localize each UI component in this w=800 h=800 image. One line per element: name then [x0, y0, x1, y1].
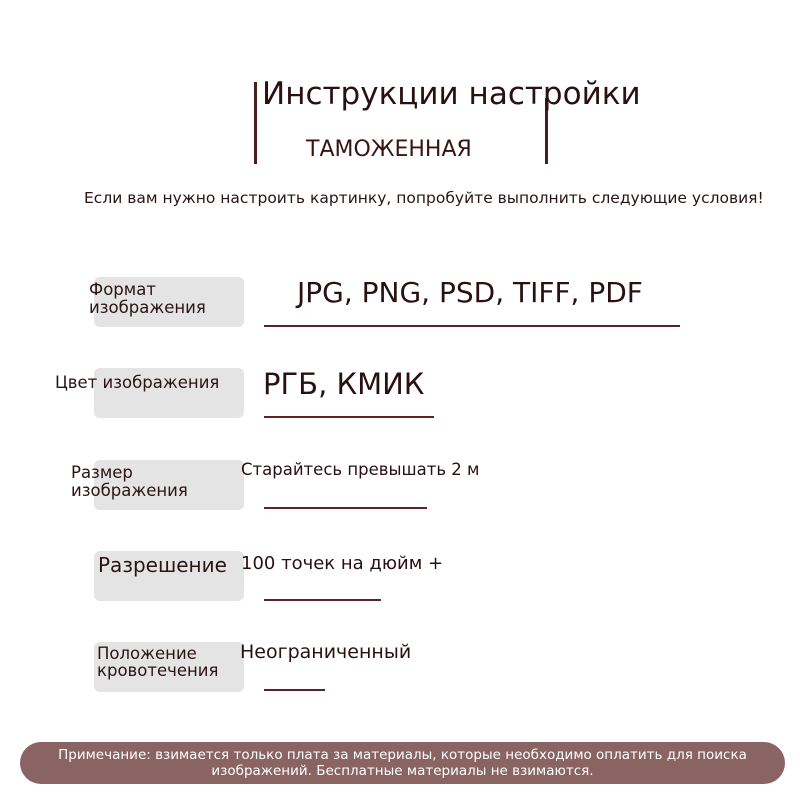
value-color: РГБ, КМИК: [263, 367, 425, 401]
value-size: Старайтесь превышать 2 м: [241, 460, 480, 479]
label-line: Положение: [97, 644, 197, 663]
page-subtitle: ТАМОЖЕННАЯ: [306, 137, 472, 162]
label-line: изображения: [71, 481, 188, 500]
label-format: [89, 281, 206, 317]
label-color: Цвет изображения: [55, 373, 220, 392]
label-resolution: Разрешение: [98, 553, 227, 577]
value-underline: [264, 416, 434, 418]
footer-note: [20, 742, 785, 784]
page-title: Инструкции настройки: [262, 76, 641, 112]
label-line: Размер: [71, 463, 133, 482]
title-left-bar: [254, 82, 257, 164]
footer-note-text: Примечание: взимается только плата за материалы, которые необходимо оплатить для поиска изображений. Бесплатные материалы не взимаются.: [58, 747, 747, 779]
value-format: JPG, PNG, PSD, TIFF, PDF: [297, 276, 643, 309]
value-underline: [264, 599, 381, 601]
label-size: [71, 464, 188, 500]
value-underline: [264, 507, 427, 509]
label-line: кровотечения: [97, 661, 219, 680]
value-bleed: Неограниченный: [240, 641, 412, 663]
intro-text: Если вам нужно настроить картинку, попробуйте выполнить следующие условия!: [84, 189, 764, 207]
label-line: изображения: [89, 298, 206, 317]
value-underline: [264, 325, 680, 327]
label-bleed: [97, 645, 218, 679]
label-line: Формат: [89, 280, 156, 299]
value-resolution: 100 точек на дюйм +: [241, 553, 444, 574]
value-underline: [264, 689, 325, 691]
